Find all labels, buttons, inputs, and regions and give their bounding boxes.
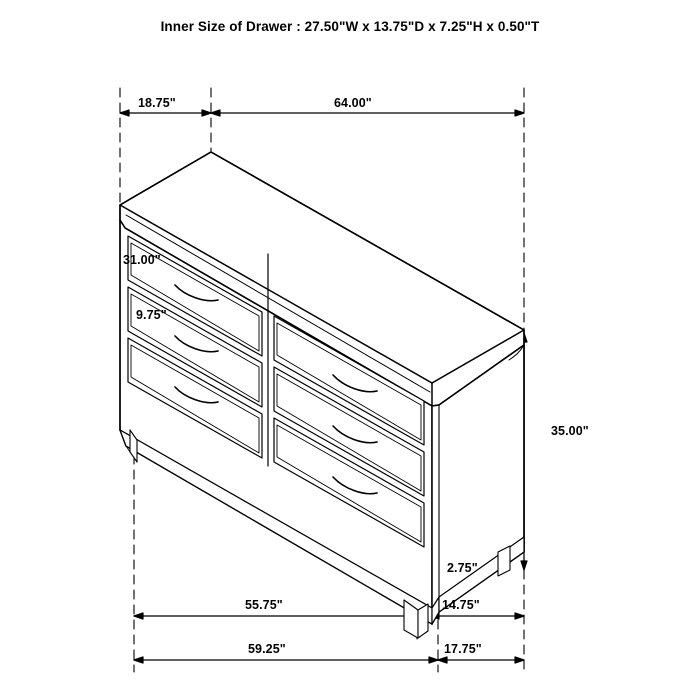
dimension-label-side-depth: 14.75"	[442, 598, 480, 612]
dimension-label-drawer-bank-height: 31.00"	[123, 253, 161, 267]
dimension-label-leg-height: 2.75"	[447, 561, 478, 575]
dimension-label-width-top: 64.00"	[334, 96, 372, 110]
dimension-label-base-depth: 17.75"	[444, 642, 482, 656]
dimension-label-depth-top: 18.75"	[138, 96, 176, 110]
dimension-label-total-height: 35.00"	[551, 424, 589, 438]
dimension-label-base-width: 59.25"	[248, 642, 286, 656]
page-title: Inner Size of Drawer : 27.50"W x 13.75"D x 7.25"H x 0.50"T	[160, 19, 540, 34]
dimension-label-drawer-height: 9.75"	[136, 308, 167, 322]
dimension-label-front-width: 55.75"	[245, 598, 283, 612]
